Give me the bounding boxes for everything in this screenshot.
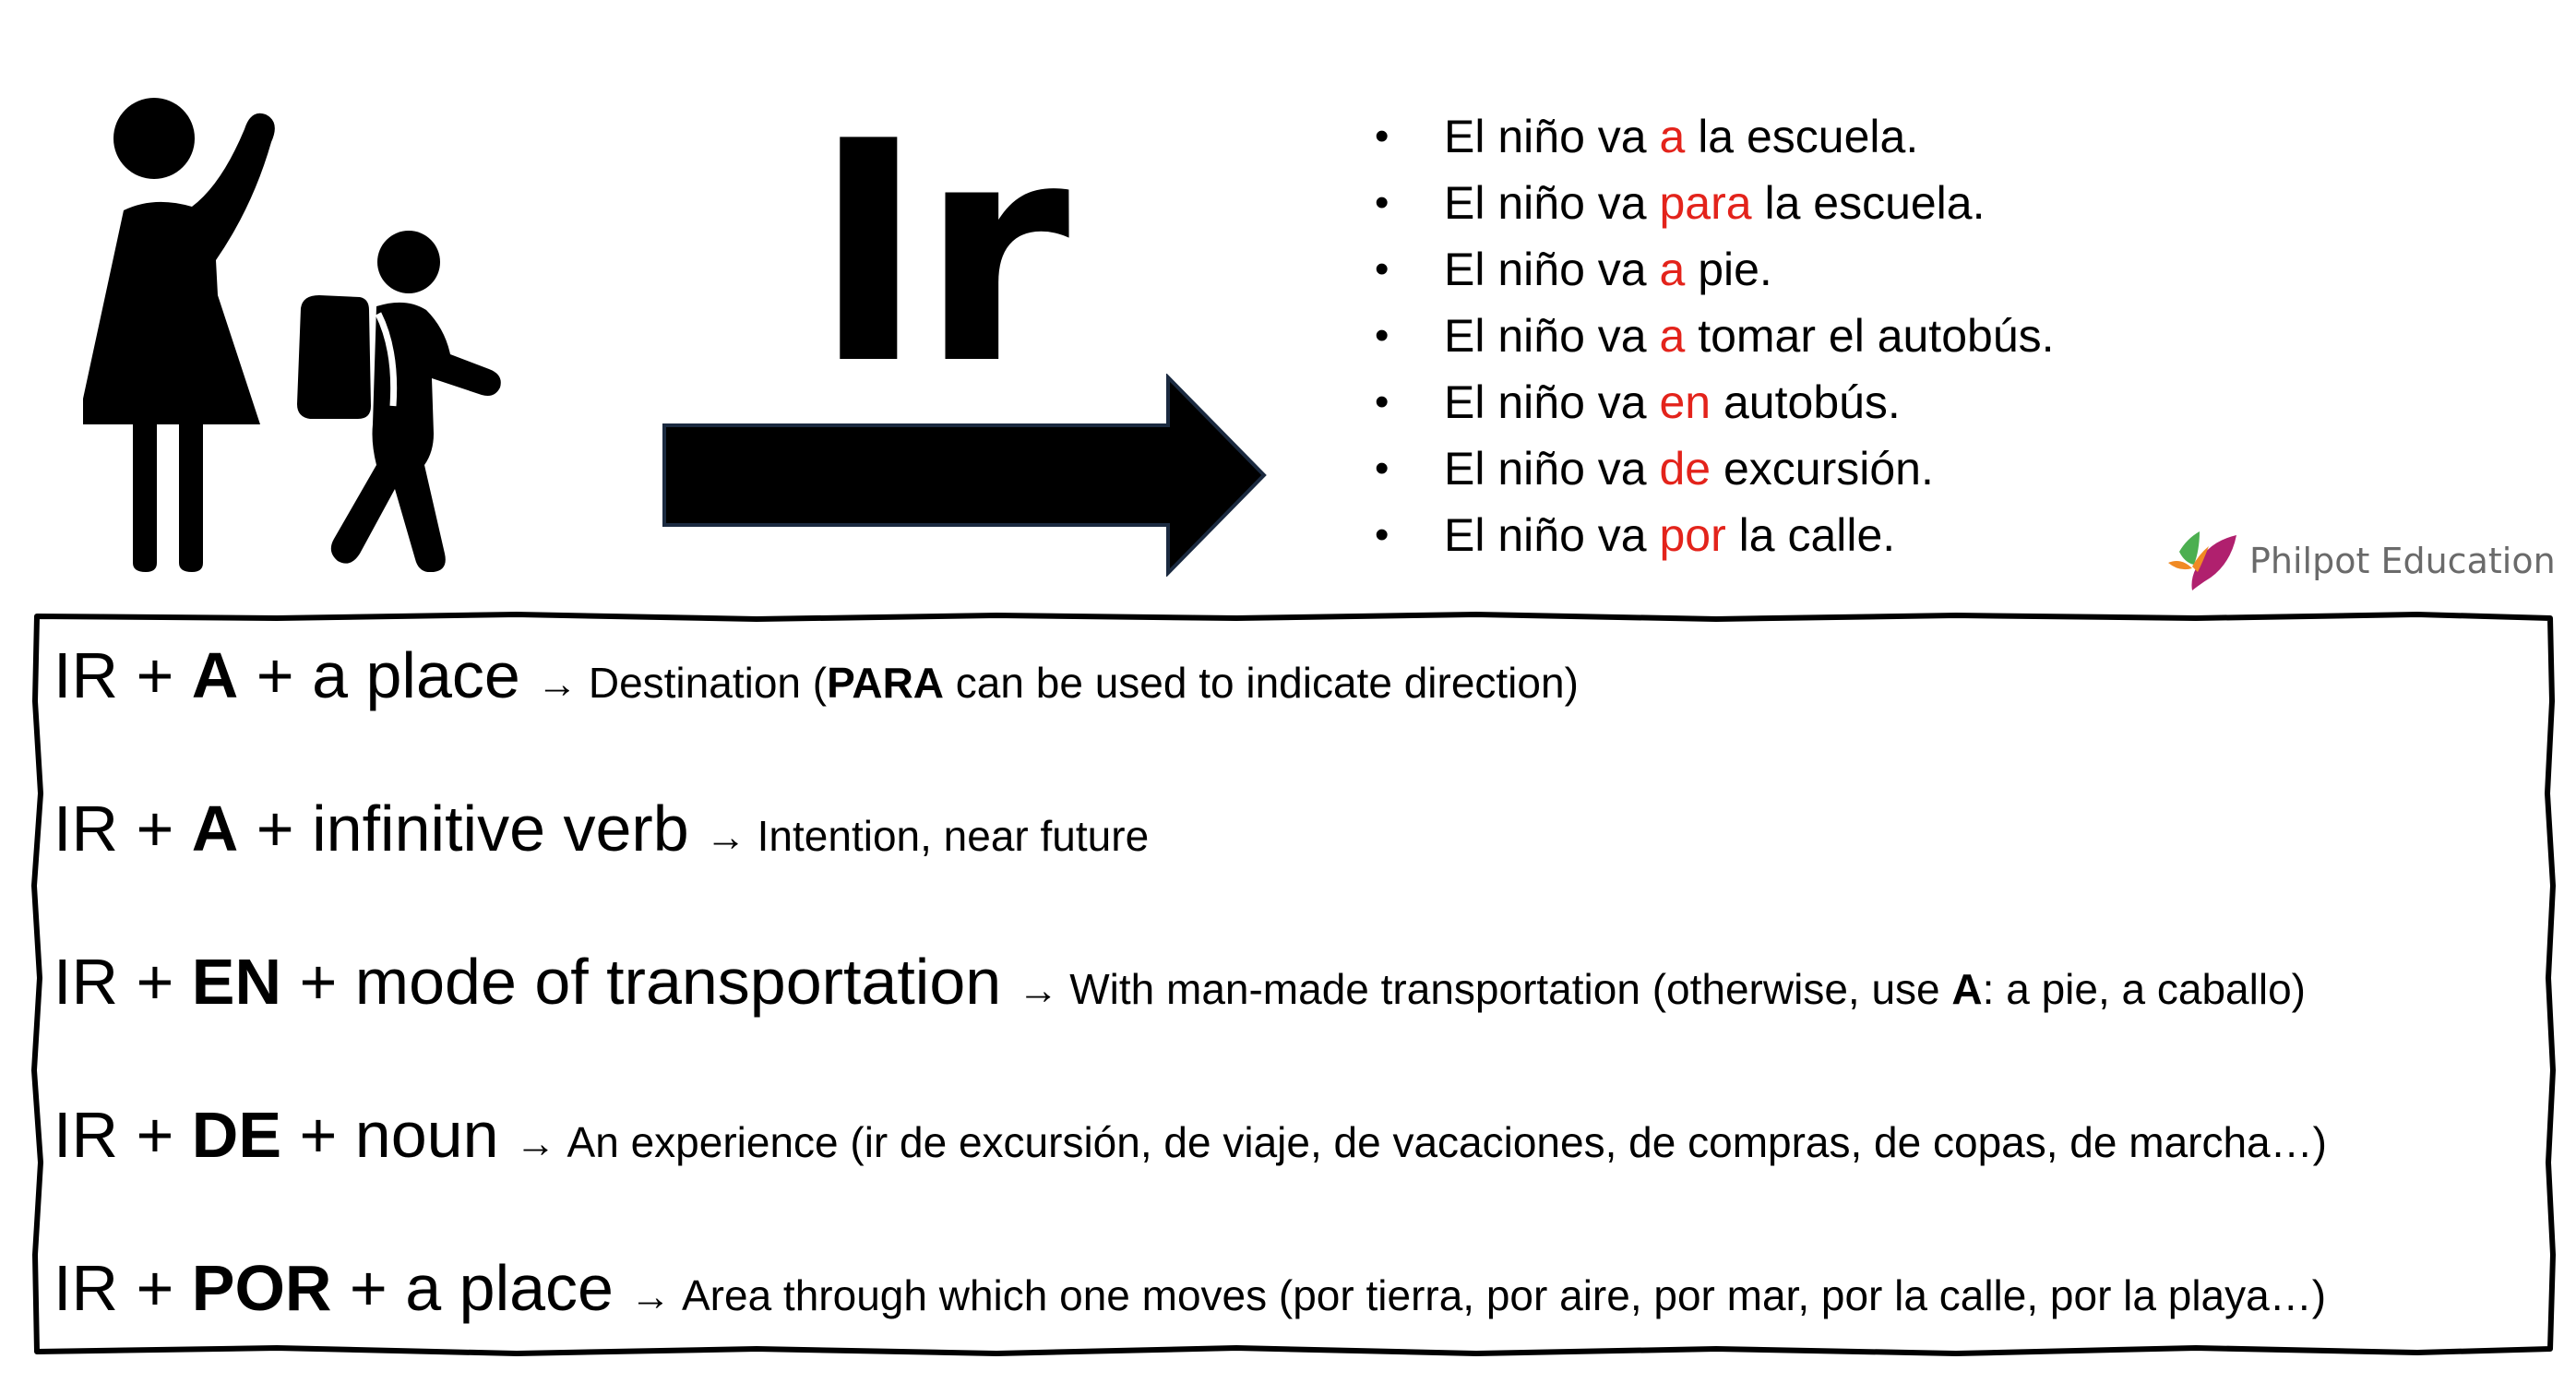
rule-meaning: [757, 811, 1150, 861]
formula-complement: + mode of transportation: [281, 946, 1002, 1018]
mother-and-child-icon: [83, 92, 526, 572]
right-arrow-icon: [662, 374, 1268, 577]
meaning-text: Intention, near future: [757, 812, 1150, 860]
sentence-end: pie.: [1685, 244, 1772, 295]
sentence-start: El niño va: [1444, 443, 1660, 495]
formula-complement: + a place: [238, 639, 520, 711]
preposition: de: [1659, 443, 1711, 495]
formula-ir: IR +: [54, 793, 192, 864]
meaning-bold: PARA: [827, 659, 945, 707]
rules-list: [54, 629, 2526, 1395]
leaf-logo-icon: [2159, 526, 2244, 596]
arrow-icon: →: [1018, 968, 1059, 1013]
formula-preposition: A: [191, 639, 239, 711]
example-sentence: [1375, 236, 2055, 303]
rule-row: [54, 629, 2526, 782]
rule-row: [54, 1242, 2526, 1395]
formula-ir: IR +: [54, 1252, 192, 1324]
verb-title: Ir: [812, 77, 1065, 431]
bullet-icon: •: [1375, 246, 1389, 292]
preposition: a: [1659, 111, 1686, 162]
bullet-icon: •: [1375, 379, 1389, 424]
example-sentence: [1375, 502, 2055, 568]
rule-meaning: [682, 1270, 2326, 1320]
sentence-end: la calle.: [1725, 509, 1896, 561]
example-sentence: [1375, 103, 2055, 170]
formula-preposition: A: [191, 793, 239, 864]
example-sentence-list: [1375, 103, 2055, 568]
meaning-text: Destination (: [588, 659, 828, 707]
arrow-icon: →: [536, 662, 578, 707]
rule-formula: [54, 936, 1001, 1028]
sentence-end: autobús.: [1711, 376, 1901, 428]
rule-formula: [54, 629, 520, 721]
preposition: a: [1659, 244, 1686, 295]
sentence-start: El niño va: [1444, 310, 1660, 362]
formula-preposition: EN: [191, 946, 282, 1018]
sentence-end: tomar el autobús.: [1685, 310, 2055, 362]
rule-meaning: [1069, 964, 2306, 1014]
arrow-icon: →: [515, 1121, 556, 1166]
sentence-start: El niño va: [1444, 111, 1660, 162]
formula-complement: + noun: [281, 1099, 499, 1171]
formula-ir: IR +: [54, 946, 192, 1018]
bullet-icon: •: [1375, 313, 1389, 358]
rule-meaning: [589, 658, 1579, 708]
bullet-icon: •: [1375, 446, 1389, 491]
sentence-start: El niño va: [1444, 509, 1660, 561]
rule-meaning: [567, 1117, 2327, 1167]
bullet-icon: •: [1375, 113, 1389, 159]
formula-complement: + a place: [331, 1252, 614, 1324]
rule-formula: [54, 1242, 614, 1334]
meaning-text: With man-made transportation (otherwise, use: [1069, 965, 1952, 1013]
formula-preposition: POR: [191, 1252, 332, 1324]
formula-ir: IR +: [54, 1099, 192, 1171]
preposition: en: [1659, 376, 1711, 428]
example-sentence: [1375, 170, 2055, 236]
rule-row: [54, 1089, 2526, 1242]
arrow-icon: →: [705, 815, 746, 860]
preposition: por: [1659, 509, 1726, 561]
bullet-icon: •: [1375, 180, 1389, 225]
bullet-icon: •: [1375, 512, 1389, 557]
meaning-text: An experience (ir de excursión, de viaje, de vacaciones, de compras, de copas, de marcha…): [566, 1118, 2327, 1166]
sentence-end: excursión.: [1711, 443, 1934, 495]
sentence-start: El niño va: [1444, 376, 1660, 428]
example-sentence: [1375, 435, 2055, 502]
arrow-icon: →: [629, 1274, 671, 1319]
meaning-bold: A: [1951, 965, 1983, 1013]
formula-ir: IR +: [54, 639, 192, 711]
meaning-text: Area through which one moves (por tierra, por aire, por mar, por la calle, por la playa…): [681, 1271, 2327, 1319]
sentence-end: la escuela.: [1685, 111, 1919, 162]
rule-row: [54, 936, 2526, 1089]
rule-formula: [54, 1089, 499, 1181]
sentence-start: El niño va: [1444, 244, 1660, 295]
philpot-education-logo: [2159, 526, 2556, 596]
preposition: para: [1659, 177, 1752, 229]
meaning-text-end: : a pie, a caballo): [1982, 965, 2306, 1013]
sentence-start: El niño va: [1444, 177, 1660, 229]
formula-preposition: DE: [191, 1099, 282, 1171]
rule-formula: [54, 782, 689, 875]
preposition: a: [1659, 310, 1686, 362]
rule-row: [54, 782, 2526, 936]
formula-complement: + infinitive verb: [238, 793, 689, 864]
example-sentence: [1375, 303, 2055, 369]
example-sentence: [1375, 369, 2055, 435]
sentence-end: la escuela.: [1751, 177, 1986, 229]
logo-text: Philpot Education: [2249, 541, 2556, 581]
meaning-text-end: can be used to indicate direction): [944, 659, 1579, 707]
